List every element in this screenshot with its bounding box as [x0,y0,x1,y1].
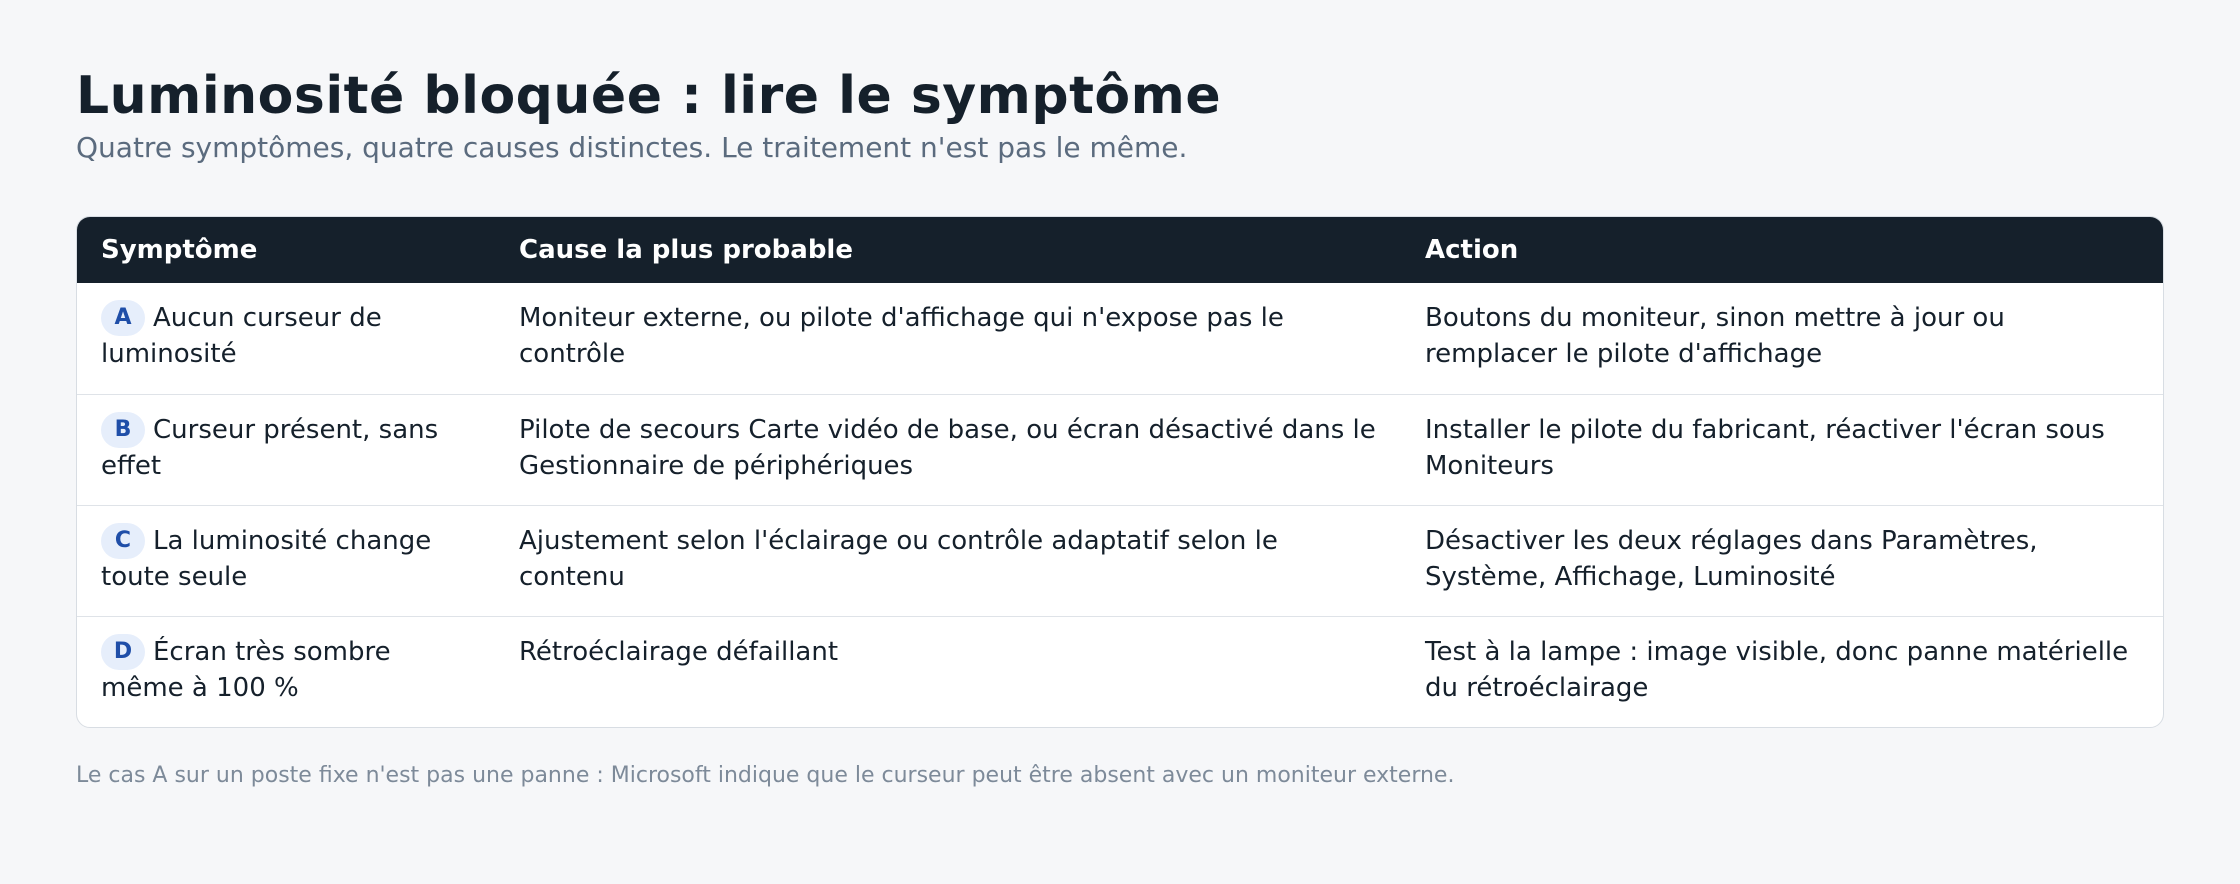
cause-cell: Ajustement selon l'éclairage ou contrôle adaptatif selon le contenu [495,505,1401,616]
action-cell: Boutons du moniteur, sinon mettre à jour ou remplacer le pilote d'affichage [1425,303,2005,369]
symptom-table [77,217,2163,727]
page-title: Luminosité bloquée : lire le symptôme [76,66,1222,126]
symptom-cell [77,616,495,727]
symptom-table-container [76,216,2164,728]
row-badge: D [101,634,145,670]
page-subtitle: Quatre symptômes, quatre causes distinctes. Le traitement n'est pas le même. [76,131,1188,164]
symptom-cell [77,283,495,394]
row-badge: B [101,412,145,448]
symptom-text: Aucun curseur de luminosité [101,303,382,369]
table-header [77,217,2163,283]
symptom-cell [77,394,495,505]
symptom-text: Curseur présent, sans effet [101,414,439,481]
row-badge: C [101,523,145,559]
column-header-action: Action [1401,217,2163,283]
table-header-row [77,217,2163,283]
cause-cell: Pilote de secours Carte vidéo de base, ou écran désactivé dans le Gestionnaire de périphériques [495,394,1401,505]
cause-cell: Rétroéclairage défaillant [495,616,1401,727]
action-cell: Désactiver les deux réglages dans Paramètres, Système, Affichage, Luminosité [1401,505,2163,616]
column-header-symptom: Symptôme [77,217,495,283]
symptom-text: Écran très sombre même à 100 % [101,636,391,703]
page [76,64,2164,790]
column-header-cause: Cause la plus probable [495,217,1401,283]
footnote: Le cas A sur un poste fixe n'est pas une panne : Microsoft indique que le curseur peut être absent avec un moniteur externe. [76,763,1455,788]
symptom-text: La luminosité change toute seule [101,525,432,592]
action-cell: Test à la lampe : image visible, donc panne matérielle du rétroéclairage [1401,616,2163,727]
table-body [77,283,2163,727]
table-row [77,616,2163,727]
cause-cell: Moniteur externe, ou pilote d'affichage qui n'expose pas le contrôle [519,303,1284,369]
symptom-cell [77,505,495,616]
table-row [77,505,2163,616]
table-row [77,394,2163,505]
row-badge: A [101,300,145,336]
action-cell: Installer le pilote du fabricant, réactiver l'écran sous Moniteurs [1401,394,2163,505]
table-row [77,283,2163,394]
